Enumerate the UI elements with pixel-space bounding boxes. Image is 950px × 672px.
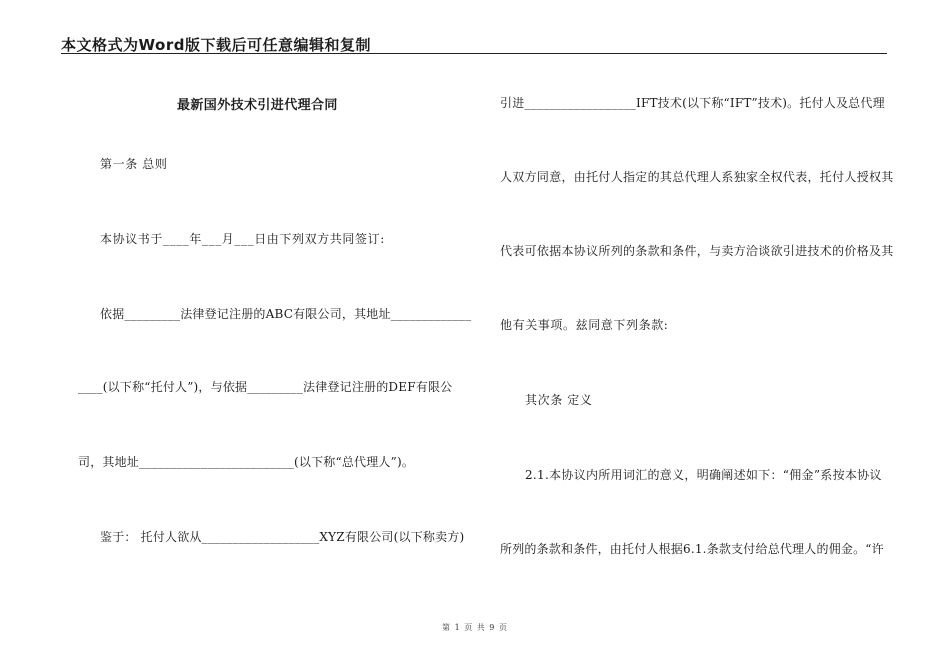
paragraph-line: 人双方同意，由托付人指定的其总代理人系独家全权代表，托付人授权其 <box>500 170 894 184</box>
paragraph-line: 2.1.本协议内所用词汇的意义，明确阐述如下：“佣金”系按本协议 <box>525 468 882 482</box>
paragraph-line: 鉴于： 托付人欲从___________________XYZ有限公司(以下称卖方) <box>100 530 465 544</box>
document-header: 本文格式为Word版下载后可任意编辑和复制 <box>61 36 371 54</box>
paragraph-line: 依据_________法律登记注册的ABC有限公司，其地址_____________ <box>100 307 472 321</box>
paragraph-line: 所列的条款和条件，由托付人根据6.1.条款支付给总代理人的佣金。“许 <box>500 542 884 556</box>
paragraph-line: 司，其地址_________________________(以下称“总代理人”)。 <box>78 455 415 469</box>
paragraph-line: 他有关事项。兹同意下列条款: <box>500 318 669 332</box>
section-heading: 其次条 定义 <box>525 393 593 407</box>
header-rule <box>61 53 887 54</box>
paragraph-line: 引进__________________IFT技术(以下称“IFT”技术)。托付人及总代理 <box>500 96 885 110</box>
paragraph-line: 第一条 总则 <box>100 157 168 171</box>
paragraph-line: 代表可依据本协议所列的条款和条件，与卖方洽谈欲引进技术的价格及其 <box>500 244 894 258</box>
paragraph-line: 本协议书于____年___月___日由下列双方共同签订: <box>100 232 385 246</box>
document-title: 最新国外技术引进代理合同 <box>177 98 338 113</box>
page-footer: 第 1 页 共 9 页 <box>442 623 508 632</box>
paragraph-line: ____(以下称“托付人”)，与依据_________法律登记注册的DEF有限公 <box>78 380 453 394</box>
